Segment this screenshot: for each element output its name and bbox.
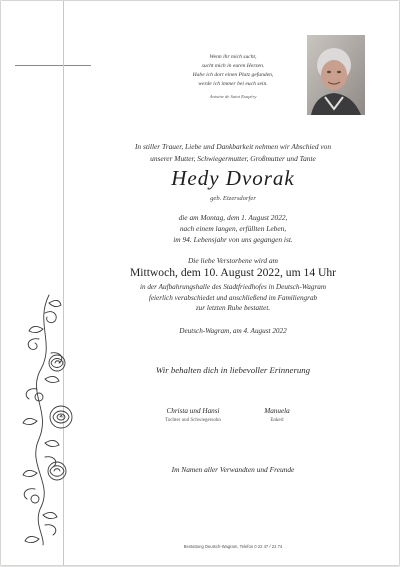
memory-line: Wir behalten dich in liebevoller Erinnerung xyxy=(155,365,311,375)
intro-line: unserer Mutter, Schwiegermutter, Großmutter und Tante xyxy=(150,154,316,163)
mourner-relation: Enkerl xyxy=(270,418,284,423)
quote-line: sucht mich in euren Herzen. xyxy=(201,63,265,69)
mourner xyxy=(249,407,305,423)
deceased-name: Hedy Dvorak xyxy=(171,166,295,190)
burial-intro: Die liebe Verstorbene wird am xyxy=(187,256,279,265)
death-line: nach einem langen, erfüllten Leben, xyxy=(179,224,287,233)
quote-line: werde ich immer bei euch sein. xyxy=(198,81,268,87)
intro-text xyxy=(67,141,399,165)
decorative-rule xyxy=(15,65,91,66)
intro-line: In stiller Trauer, Liebe und Dankbarkeit nehmen wir Abschied von xyxy=(134,142,332,151)
burial-line: in der Aufbahrungshalle des Stadtfriedhofes in Deutsch-Wagram xyxy=(139,283,327,291)
burial-line: feierlich verabschiedet und anschließend im Familiengrab xyxy=(148,293,318,302)
mourner xyxy=(143,407,243,423)
death-line: die am Montag, dem 1. August 2022, xyxy=(178,213,288,222)
death-line: im 94. Lebensjahr von uns gegangen ist. xyxy=(173,235,293,244)
burial-line: zur letzten Ruhe bestattet. xyxy=(195,304,271,312)
mourner-name: Manuela xyxy=(264,407,290,415)
memorial-quote xyxy=(171,53,295,101)
obituary-page xyxy=(1,1,399,565)
burial-details xyxy=(67,282,399,314)
funeral-home-footer: Bestattung Deutsch-Wagram, Telefon 0 22 47 / 22 74 xyxy=(183,544,283,549)
quote-line: Wenn ihr mich sucht, xyxy=(209,54,257,60)
burial-date: Mittwoch, dem 10. August 2022, um 14 Uhr xyxy=(129,266,337,279)
family-line: Im Namen aller Verwandten und Freunde xyxy=(171,465,295,474)
place-and-date: Deutsch-Wagram, am 4. August 2022 xyxy=(179,327,287,335)
mourner-relation: Tochter und Schwiegersohn xyxy=(165,418,221,423)
portrait-image xyxy=(307,35,365,115)
quote-line: Habe ich dort einen Platz gefunden, xyxy=(192,72,274,78)
portrait-photo xyxy=(307,35,365,115)
maiden-name: geb. Etzersdorfer xyxy=(210,195,256,202)
quote-author: Antoine de Saint Exupéry xyxy=(209,94,257,99)
mourner-name: Christa und Hansi xyxy=(166,407,220,415)
death-notice xyxy=(67,212,399,245)
rose-vine-ornament xyxy=(15,293,79,547)
